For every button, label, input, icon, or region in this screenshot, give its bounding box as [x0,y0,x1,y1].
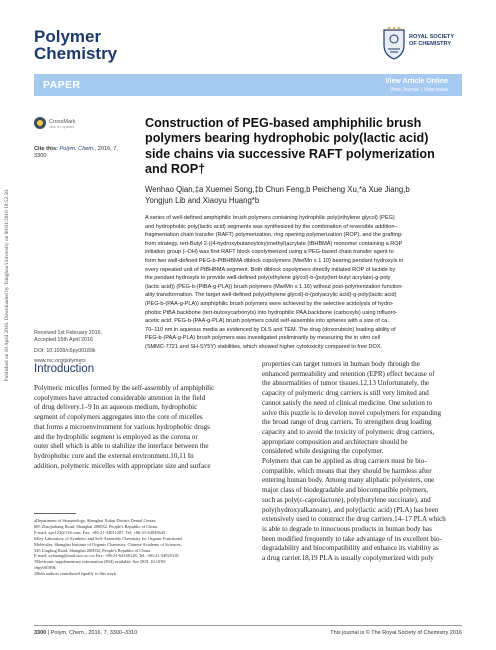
footnotes [34,518,244,577]
footnote-divider [34,513,76,514]
abstract-line: phobic PtBA backbone (tert-butoxycarbonyls) into hydrophilic PAA backbone (carboxyls) using trifluoro- [145,309,398,316]
body-text-line: capacity and to avoid the toxicity of polymeric drug carriers, [262,427,435,436]
body-text-line: the broad range of drug carriers. To strengthen drug loading [262,418,432,427]
rsc-crest-icon [382,27,406,61]
abstract [145,214,463,352]
abstract-line: (lactic acid)) (PEG-b-(PtBA-g-PLA)) brush polymers (Mw/Mn ≤ 1.16) without post-polymerization function- [145,283,404,290]
body-text-line: Polymeric micelles formed by the self-assembly of amphiphilic [34,384,215,392]
footnote-line: bKey Laboratory of Synthetic and Self-Assembly Chemistry for Organic Functional [34,535,182,541]
journal-title-line: Polymer [34,27,102,46]
abstract-line: form two well-defined PEG-b-PtBHBMA diblock copolymers (Mw/Mn ≤ 1.10) bearing pendant hydroxyls in [145,257,404,264]
footer-copyright: This journal is © The Royal Society of Chemistry 2016 [330,630,462,636]
view-journal-link[interactable]: View Journal [390,87,419,93]
cite-volume: , 2016, 7, [94,146,118,152]
footnote-line: †Electronic supplementary information (ESI) available. See DOI: 10.1039/ [34,559,166,565]
download-note [3,120,11,450]
view-article-online-link[interactable]: View Article Online [384,78,448,85]
article-title-line: Construction of PEG-based amphiphilic brush [145,116,422,130]
article-type-banner [34,74,462,96]
section-heading: Introduction [34,363,95,375]
body-text-line: solve this puzzle is to develop novel copolymers for expanding [262,408,442,417]
body-text-line: entering human body. Among many aliphatic polyesters, one [262,476,435,485]
footer-citation: 3300 | Polym. Chem., 2016, 7, 3300–3310 [34,630,138,636]
doi-link[interactable]: DOI: 10.1039/c6py00189k [34,347,96,354]
journal-website-link[interactable]: www.rsc.org/polymers [34,358,86,365]
abstract-line: (SMMC-7721 and SH-SY5Y) viabilities, which showed higher cytotoxicity compared to free DOX. [145,343,383,350]
cite-label: Cite this: [34,146,58,152]
body-column-right [262,360,462,564]
body-text-line: capacity of polymeric drug carriers is still very limited and [262,389,429,398]
abstract-line: every repeated unit of PtBHBMA segment. Both diblock copolymers directly initiated ROP of lactide by [145,266,396,273]
abstract-line: the pendant hydroxyls to provide well-defined poly(ethylene glycol)-b-(poly(tert-butyl acrylate)-g-poly [145,275,391,282]
body-text-line: properties can target tumors in human body through the [262,360,420,368]
body-text-line: addition, polymeric micelles with appropriate size and surface [34,461,211,470]
article-title-line: polymers bearing hydrophobic poly(lactic acid) [145,131,429,146]
cite-pages: 3300 [34,153,47,159]
body-text-line: copolymers have attracted considerable attention in the field [34,393,206,402]
abstract-line: from strategy. tert-Butyl 2-((4-hydroxybutanoyloxy)methyl)acrylate (tBHBMA) monomer containing a ROP [145,240,403,247]
body-column-left [34,384,234,471]
body-text-line: appropriate composition and architecture should be [262,437,408,446]
body-text-line: segment of copolymers aggregates into the core of micelles [34,413,203,422]
footnote-line: 345 Lingling Road, Shanghai 200032, People's Republic of China. [34,547,152,553]
article-type-label: PAPER [43,79,81,91]
body-text-line: considered while designing the copolymer. [262,447,384,456]
publisher-line: OF CHEMISTRY [409,41,452,47]
body-text-line: major class of biodegradable and biocompatible polymers, [262,486,429,495]
crossmark-sub: click for updates [49,125,75,129]
footnote-line: E-mail: xpc123@126.com; Fax: +86-21-34011287; Tel: +86-21-64045643 [34,529,166,535]
body-text-line: a drug carrier.18,19 PLA is usually copolymerized with poly [262,554,434,563]
body-text-line: outer shell which is able to stabilize the interface between the [34,442,209,451]
article-title [145,116,465,178]
download-note-text: Published on 18 April 2016. Downloaded by Tsinghua University on 08/01/2018 18:52:50. [4,188,10,382]
crossmark-label: CrossMark [49,119,76,125]
citation [34,146,134,160]
footnote-line: c6py00189k [34,565,56,571]
abstract-line: fragmentation chain transfer (RAFT) polymerization, ring opening polymerization (ROP), and the grafting- [145,232,403,239]
author-list [145,184,465,206]
abstract-line: (PEG-b-(PAA-g-PLA)) amphiphilic brush polymers were achieved by the selective acidolysis of hydro- [145,300,394,307]
footer-journal: Polym. Chem., 2016, 7, 3300–3310 [50,630,138,636]
view-issue-link[interactable]: View Issue [423,87,448,93]
abstract-line: initiation group (–OH) was first RAFT block copolymerized using a PEG-based chain transfer agent to [145,249,394,256]
abstract-line: 70–110 nm in aqueous media as evidenced by DLS and TEM. The drug (doxorubicin) loading ability of [145,326,396,333]
rsc-logo [382,27,464,63]
body-text-line: been modified frequently to take advantage of its excellent bio- [262,534,442,543]
received-date: Received 1st February 2016, [34,330,103,336]
article-history [34,330,136,366]
body-text-line: Polymers that can be applied as drug carriers must be bio- [262,457,427,466]
body-text-line: of drug delivery.1–9 In an aqueous medium, hydrophobic [34,403,198,412]
article-title-line: and ROP† [145,162,206,177]
abstract-line: PEG-b-(PAA-g-PLA) brush polymers was investigated preliminarily by measuring the in vitro cell [145,335,381,342]
body-text-line: such as poly(ε-caprolactone), poly(butylene succinate), and [262,495,431,504]
journal-title [34,28,117,62]
article-title-line: side chains via successive RAFT polymerization [145,146,435,161]
publisher-line: ROYAL SOCIETY [409,34,455,40]
body-text-line: poly(hydroxyalkanoate), and poly(lactic acid) (PLA) has been [262,505,439,514]
view-links: View Journal | View Issue [390,87,448,93]
body-text-line: enhanced permeability and retention (EPR) effect because of [262,369,435,378]
author-line: Yongjun Lib and Xiaoyu Huang*b [145,196,260,205]
footnote-line: 685 Zhaojiabang Road, Shanghai 200032, People's Republic of China. [34,523,158,529]
abstract-line: and hydrophobic poly(lactic acid) segments was synthesized by the combination of reversible addition– [145,223,398,230]
journal-title-line: Chemistry [34,44,118,63]
abstract-line: acetic acid. PEG-b-(PAA-g-PLA) brush polymers could self-assemble into spheres with a size of ca. [145,318,389,325]
body-text-line: cannot satisfy the need of clinical medicine. One solution to [262,398,433,407]
abstract-line: ality transformation. The target well-defined poly(ethylene glycol)-b-(polyacrylic acid)-g-poly(lactic acid) [145,292,397,299]
crossmark-icon [34,117,46,129]
footnote-line: aDepartment of Stomatology, Shanghai Xuhui District Dental Center, [34,518,157,523]
abstract-line: A series of well-defined amphiphilic brush polymers containing hydrophilic poly(ethylene glycol) (PEG) [145,215,395,221]
body-text-line: degradability and biocompatibility and enhance its viability as [262,544,439,553]
footnote-line: E-mail: xyhuang@mail.sioc.ac.cn; Fax: +86-21-64166128; Tel: +86-21-54925310 [34,553,179,559]
cite-journal: Polym. Chem. [59,146,95,152]
body-text-line: extensively used to construct the drug carriers.14–17 PLA which [262,515,446,524]
footer-divider [34,625,462,626]
body-text-line: the abnormalities of tumor tissues.12,13 Unfortunately, the [262,379,430,388]
accepted-date: Accepted 15th April 2016 [34,337,93,344]
author-line: Wenhao Qian,‡a Xuemei Song,‡b Chun Feng,b Peicheng Xu,*a Xue Jiang,b [145,185,410,194]
footnote-line: Molecules, Shanghai Institute of Organic Chemistry, Chinese Academy of Sciences, [34,541,182,547]
page-number: 3300 [34,630,47,636]
body-text-line: that forms a microenvironment for various hydrophobic drugs [34,422,210,431]
body-text-line: is able to degrade to innocuous products in human body has [262,524,432,533]
body-text-line: and the hydrophilic segment is employed as the corona or [34,432,198,441]
body-text-line: hydrophobic core and the external environment.10,11 In [34,451,194,460]
footnote-line: ‡Both authors contributed equally to this work. [34,571,118,577]
body-text-line: compatible, which means that they should be harmless after [262,466,432,475]
crossmark-badge[interactable] [34,117,104,131]
